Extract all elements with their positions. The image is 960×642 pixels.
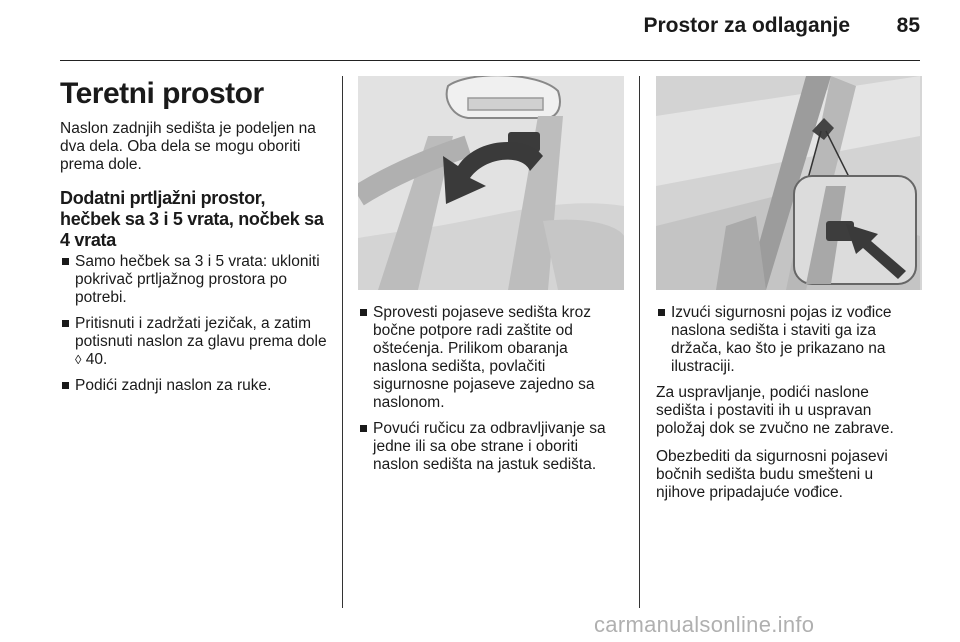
list-item: Podići zadnji naslon za ruke. (60, 377, 328, 395)
watermark-text: carmanualsonline.info (594, 612, 815, 637)
column-3 (656, 76, 920, 512)
paragraph: Za uspravljanje, podići naslone sedišta i postaviti ih u uspravan položaj dok se zvučno ne zabrave. (656, 384, 894, 437)
sub-heading: Dodatni prtljažni prostor, hečbek sa 3 i 5 vrata, nočbek sa 4 vrata (60, 188, 324, 250)
paragraph: Obezbediti da sigurnosni pojasevi bočnih sedišta budu smešteni u njihove pripadajuće vođice. (656, 448, 888, 501)
list-item: Samo hečbek sa 3 i 5 vrata: ukloniti pokrivač prtljažnog prostora po potrebi. (60, 253, 328, 307)
page-reference-link[interactable]: 40. (85, 351, 108, 368)
section-heading: Teretni prostor (60, 77, 264, 110)
seat-release-lever-figure (358, 76, 624, 290)
page-number: 85 (896, 14, 920, 37)
list-item: Izvući sigurnosni pojas iz vođice naslona sedišta i staviti ga iza držača, kao što je prikazano na ilustraciji. (656, 304, 920, 376)
column-2 (358, 76, 624, 482)
page-header-title: Prostor za odlaganje (643, 14, 850, 37)
column-divider-1 (342, 76, 343, 608)
seat-belt-holder-figure (656, 76, 922, 290)
header-rule (60, 60, 920, 61)
list-item: Sprovesti pojaseve sedišta kroz bočne potpore radi zaštite od oštećenja. Prilikom obaranja naslona sedišta, povlačiti sigurnosne pojaseve zajedno sa naslonom. (358, 304, 624, 412)
column-1 (60, 76, 328, 403)
intro-paragraph: Naslon zadnjih sedišta je podeljen na dva dela. Oba dela se mogu oboriti prema dole. (60, 120, 316, 173)
instruction-list-1 (60, 253, 328, 395)
instruction-list-3 (656, 304, 920, 376)
list-item: Pritisnuti i zadržati jezičak, a zatim potisnuti naslon za glavu prema dole ◊ 40. (60, 315, 328, 369)
instruction-list-2 (358, 304, 624, 474)
list-item: Povući ručicu za odbravljivanje sa jedne ili sa obe strane i oboriti naslon sedišta na jastuk sedišta. (358, 420, 624, 474)
triangle-reference-icon: ◊ (75, 352, 82, 367)
column-divider-2 (639, 76, 640, 608)
